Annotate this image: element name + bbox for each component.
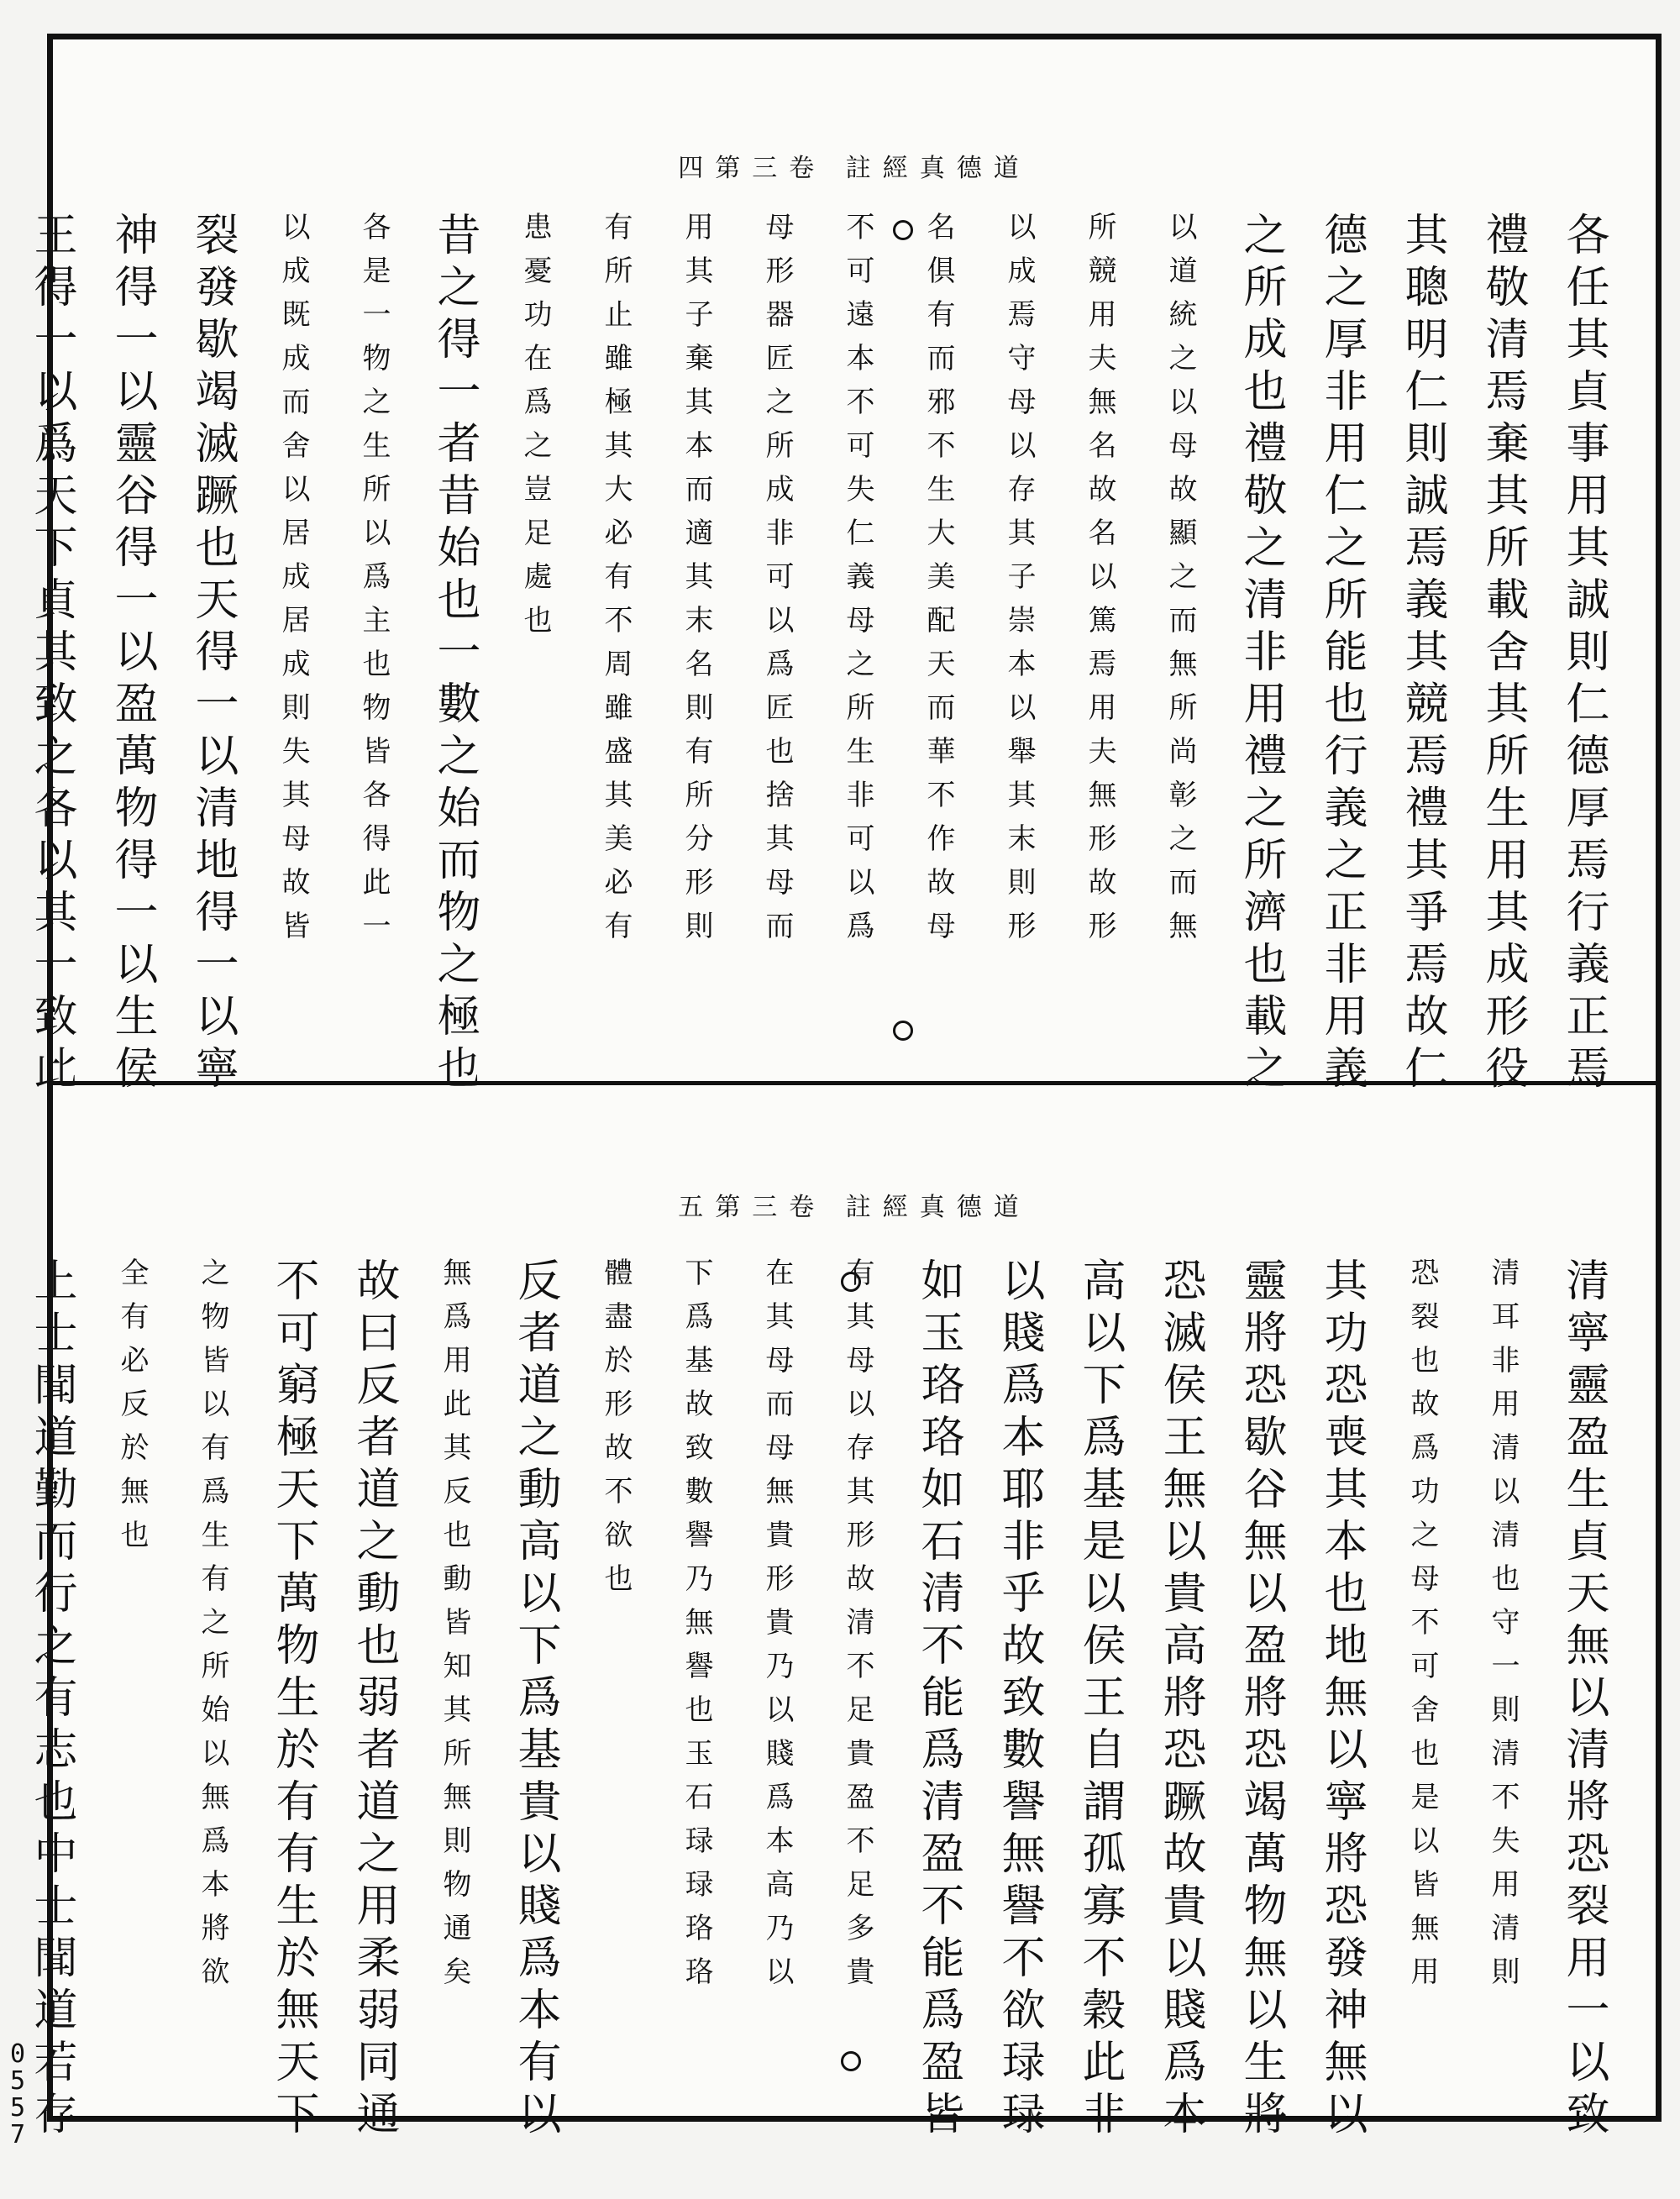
text-column: 故曰反者道之動也弱者道之用柔弱同通 <box>349 1257 399 2143</box>
text-column: 體盡於形故不欲也 <box>599 1257 633 1607</box>
circle-mark <box>841 1272 861 1292</box>
text-column: 以成焉守母以存其子崇本以舉其末則形 <box>1002 212 1036 954</box>
text-column: 母形器匠之所成非可以爲匠也捨其母而 <box>760 212 794 954</box>
text-column: 之物皆以有爲生有之所始以無爲本將欲 <box>196 1257 229 2000</box>
text-column: 各任其貞事用其誠則仁德厚焉行義正焉 <box>1558 212 1609 1097</box>
text-column: 禮敬清焉棄其所載舍其所生用其成形役 <box>1478 212 1528 1097</box>
text-column: 患憂功在爲之豈足處也 <box>518 212 552 648</box>
text-column: 靈將恐歇谷無以盈將恐竭萬物無以生將 <box>1236 1257 1286 2143</box>
text-column: 下爲基故致數譽乃無譽也玉石琭琭珞珞 <box>680 1257 713 2000</box>
bottom-text-block <box>26 1257 1624 2143</box>
text-column: 在其母而母無貴形貴乃以賤爲本高乃以 <box>760 1257 794 2000</box>
text-column: 不可窮極天下萬物生於有有生於無天下 <box>268 1257 318 2143</box>
text-column: 上士聞道勤而行之有志也中士聞道若存 <box>26 1257 76 2143</box>
text-column: 高以下爲基是以侯王自謂孤寡不穀此非 <box>1074 1257 1125 2143</box>
top-text-block <box>26 212 1624 1097</box>
text-column: 以賤爲本耶非乎故致數譽無譽不欲琭琭 <box>994 1257 1044 2143</box>
text-column: 德之厚非用仁之所能也行義之正非用義 <box>1316 212 1367 1097</box>
text-column: 各是一物之生所以爲主也物皆各得此一 <box>357 212 391 954</box>
circle-mark <box>893 1021 913 1041</box>
text-column: 恐裂也故爲功之母不可舍也是以皆無用 <box>1405 1257 1439 2000</box>
text-column: 反者道之動高以下爲基貴以賤爲本有以 <box>510 1257 560 2143</box>
text-column: 名俱有而邪不生大美配天而華不作故母 <box>921 212 955 954</box>
text-column: 如玉珞珞如石清不能爲清盈不能爲盈皆 <box>913 1257 963 2143</box>
top-panel-header: 道德真經註 卷三第四 <box>678 154 1031 183</box>
page-number: 0557 <box>9 2039 26 2149</box>
text-column: 所競用夫無名故名以篤焉用夫無形故形 <box>1083 212 1116 954</box>
text-column: 全有必反於無也 <box>115 1257 149 1563</box>
top-panel <box>26 39 1656 1097</box>
text-column: 不可遠本不可失仁義母之所生非可以爲 <box>841 212 874 954</box>
text-column: 以成既成而舍以居成居成則失其母故皆 <box>276 212 310 954</box>
text-column: 恐滅侯王無以貴高將恐蹶故貴以賤爲本 <box>1155 1257 1205 2143</box>
text-column: 昔之得一者昔始也一數之始而物之極也 <box>429 212 480 1097</box>
text-column: 神得一以靈谷得一以盈萬物得一以生侯 <box>107 212 157 1097</box>
text-column: 有其母以存其形故清不足貴盈不足多貴 <box>841 1257 874 2000</box>
text-column: 清寧靈盈生貞天無以清將恐裂用一以致 <box>1558 1257 1609 2143</box>
text-column: 王得一以爲天下貞其致之各以其一致此 <box>26 212 76 1097</box>
text-column: 無爲用此其反也動皆知其所無則物通矣 <box>438 1257 471 2000</box>
text-column: 其功恐喪其本也地無以寧將恐發神無以 <box>1316 1257 1367 2143</box>
text-column: 之所成也禮敬之清非用禮之所濟也載之 <box>1236 212 1286 1097</box>
circle-mark <box>893 220 913 240</box>
text-column: 裂發歇竭滅蹶也天得一以清地得一以寧 <box>187 212 238 1097</box>
text-column: 清耳非用清以清也守一則清不失用清則 <box>1486 1257 1520 2000</box>
text-column: 用其子棄其本而適其末名則有所分形則 <box>680 212 713 954</box>
bottom-panel <box>26 1085 1656 2143</box>
text-column: 其聰明仁則誠焉義其競焉禮其爭焉故仁 <box>1397 212 1447 1097</box>
text-column: 有所止雖極其大必有不周雖盛其美必有 <box>599 212 633 954</box>
bottom-panel-header: 道德真經註 卷三第五 <box>678 1193 1031 1222</box>
circle-mark <box>841 2051 861 2071</box>
text-column: 以道統之以母故顯之而無所尚彰之而無 <box>1163 212 1197 954</box>
